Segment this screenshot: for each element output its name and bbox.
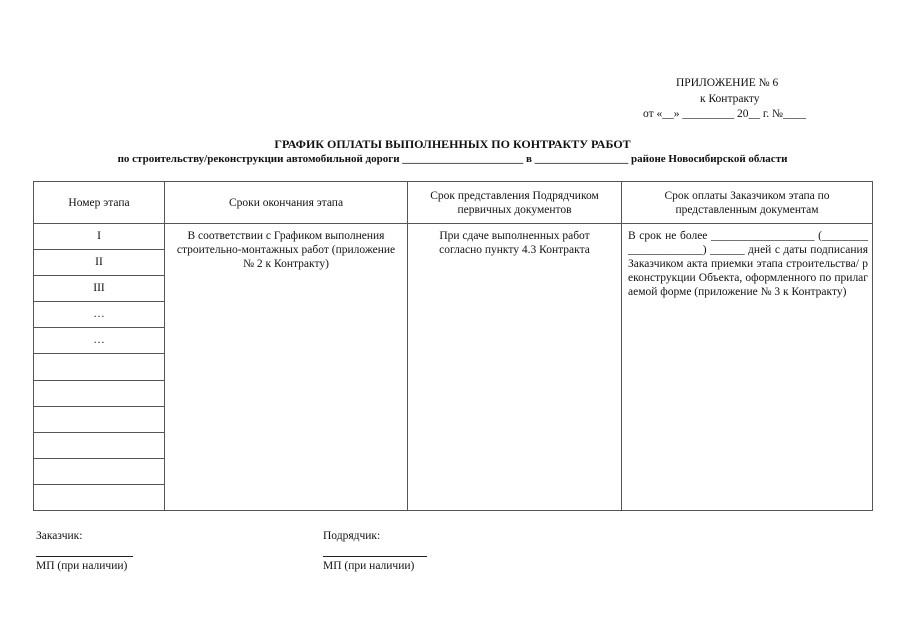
payment-schedule-table — [33, 181, 873, 511]
stage-number: … — [93, 334, 105, 346]
contractor-label: Подрядчик: — [323, 530, 381, 542]
stage-number: II — [95, 256, 103, 268]
payment-terms-text: В срок не более __________________ (_____________________) ______ дней с даты подписания Заказчиком акта приемки этапа строительства/ реконструкции Объекта, оформленного по прилагаемой форме (приложение № 3 к Контракту) — [628, 230, 868, 298]
header-stage-number: Номер этапа — [68, 196, 130, 209]
stage-number: III — [93, 282, 105, 294]
header-end-terms: Сроки окончания этапа — [228, 196, 344, 209]
appendix-number: ПРИЛОЖЕНИЕ № 6 — [676, 77, 779, 89]
customer-stamp-note: МП (при наличии) — [36, 560, 128, 572]
document-title: ГРАФИК ОПЛАТЫ ВЫПОЛНЕННЫХ ПО КОНТРАКТУ РАБОТ — [274, 137, 631, 151]
document-subtitle: по строительству/реконструкции автомобильной дороги ______________________ в _________________ районе Новосибирской области — [117, 153, 788, 165]
header-payment-terms: Срок оплаты Заказчиком этапа по представленным документам — [664, 189, 830, 216]
stage-number: I — [97, 230, 101, 242]
appendix-to-contract: к Контракту — [700, 93, 760, 105]
header-docs-terms: Срок представления Подрядчиком первичных документов — [430, 189, 599, 216]
contractor-stamp-note: МП (при наличии) — [323, 560, 415, 572]
docs-terms-text: При сдаче выполненных работ согласно пункту 4.3 Контракта — [439, 230, 590, 256]
customer-signature-line — [36, 556, 133, 557]
end-terms-text: В соответствии с Графиком выполнения строительно-монтажных работ (приложение № 2 к Контракту) — [176, 230, 396, 270]
appendix-date-line: от «__» _________ 20__ г. №____ — [643, 108, 807, 120]
stage-number: … — [93, 308, 105, 320]
contractor-signature-line — [323, 556, 427, 557]
customer-label: Заказчик: — [36, 530, 83, 542]
